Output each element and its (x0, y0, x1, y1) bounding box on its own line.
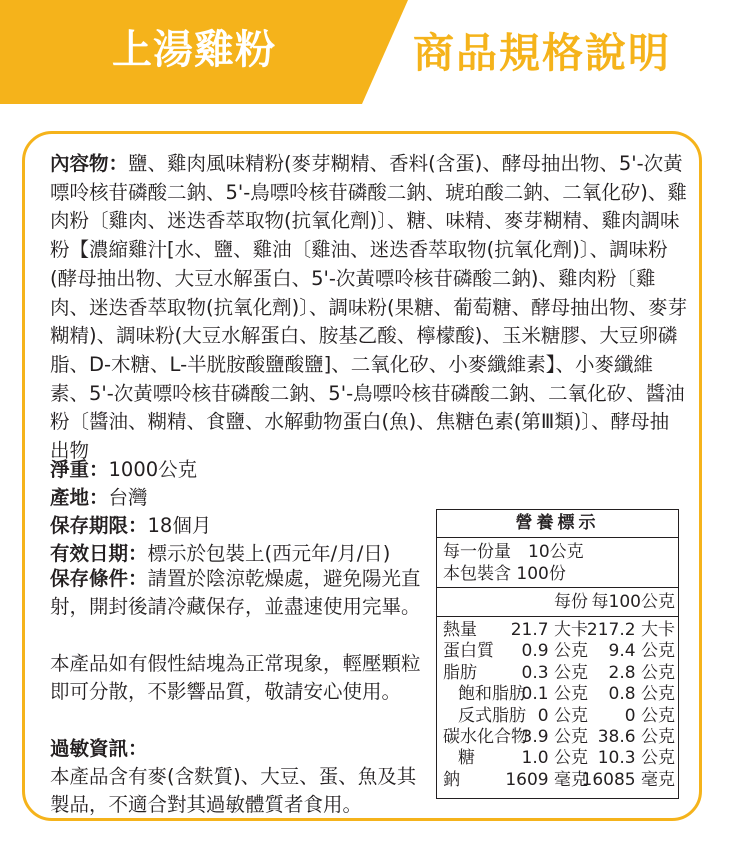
nutrition-row (437, 706, 678, 727)
nutrition-title: 營養標示 (437, 510, 678, 538)
nutrient-name: 熱量 (443, 620, 477, 640)
spec-heading: 商品規格說明 (413, 29, 671, 77)
net-weight-row (50, 456, 197, 484)
nutrient-per-serving: 0 公克 (537, 705, 588, 726)
nutrient-per-100g: 10.3 公克 (597, 748, 675, 769)
ingredients-label: 內容物： (50, 152, 129, 175)
origin-row (50, 484, 148, 512)
nutrition-row (437, 748, 678, 769)
nutrient-per-serving: 0.3 公克 (521, 662, 588, 683)
net-weight-label: 淨重： (50, 458, 109, 481)
nutrient-per-serving: 0.9 公克 (521, 641, 588, 662)
allergen-label: 過敏資訊： (50, 737, 148, 760)
origin-label: 產地： (50, 486, 109, 509)
nutrient-name: 碳水化合物 (443, 727, 528, 747)
nutrition-row (437, 727, 678, 748)
nutrient-name: 飽和脂肪 (458, 684, 526, 705)
nutrient-per-serving: 0.1 公克 (521, 684, 588, 705)
nutrition-row (437, 620, 678, 641)
nutrient-name: 糖 (458, 748, 475, 769)
expiry-row (50, 540, 390, 568)
col-header-per-100g: 每100公克 (591, 592, 675, 612)
net-weight-value: 1000公克 (108, 458, 198, 481)
nutrient-name: 反式脂肪 (458, 705, 526, 726)
header-banner (0, 0, 730, 104)
ingredients-text: 鹽、雞肉風味精粉(麥芽糊精、香料(含蛋)、酵母抽出物、5'-次黃嘌呤核苷磷酸二鈉、5'-鳥嘌呤核苷磷酸二鈉、琥珀酸二鈉、二氧化矽)、雞肉粉〔雞肉、迷迭香萃取物(抗氧化劑)〕、糖、味精、麥芽糊精、雞肉調味粉【濃縮雞汁[水、鹽、雞油〔雞油、迷迭香萃取物(抗氧化劑)〕、調味粉(酵母抽出物、大豆水解蛋白、5'-次黃嘌呤核苷磷酸二鈉)、雞肉粉〔雞肉、迷迭香萃取物(抗氧化劑)〕、調味粉(果糖、葡萄糖、酵母抽出物、麥芽糊精)、調味粉(大豆水解蛋白、胺基乙酸、檸檬酸)、玉米糖膠、大豆卵磷脂、D-木糖、L-半胱胺酸鹽酸鹽]、二氧化矽、小麥纖維素】、小麥纖維素、5'-次黃嘌呤核苷磷酸二鈉、5'-鳥嘌呤核苷磷酸二鈉、二氧化矽、醬油粉〔醬油、糊精、食鹽、水解動物蛋白(魚)、焦糖色素(第Ⅲ類)〕、酵母抽出物 (50, 152, 688, 463)
nutrient-name: 鈉 (443, 769, 460, 790)
shelf-life-row (50, 512, 211, 540)
nutrient-per-serving: 3.9 公克 (521, 727, 588, 747)
col-header-per-serving: 每份 (554, 592, 588, 612)
nutrient-name: 脂肪 (443, 662, 477, 683)
nutrient-per-100g: 38.6 公克 (597, 727, 675, 747)
storage-value: 請置於陰涼乾燥處，避免陽光直射，開封後請冷藏保存，並盡速使用完畢。 (50, 567, 421, 619)
shelf-life-value: 18個月 (147, 514, 212, 537)
nutrition-row (437, 641, 678, 662)
servings-per-pack: 本包裝含 100份 (443, 564, 566, 584)
expiry-label: 有效日期： (50, 542, 148, 565)
serving-size: 每一份量 10公克 (443, 542, 584, 562)
nutrition-row (437, 770, 678, 791)
nutrition-row (437, 684, 678, 705)
nutrition-divider (437, 587, 678, 588)
clumping-note: 本產品如有假性結塊為正常現象，輕壓顆粒即可分散，不影響品質，敬請安心使用。 (50, 652, 421, 704)
product-name: 上湯雞粉 (112, 27, 276, 73)
shelf-life-label: 保存期限： (50, 514, 148, 537)
nutrient-per-100g: 217.2 大卡 (586, 620, 675, 640)
nutrient-per-100g: 2.8 公克 (608, 662, 675, 683)
nutrient-per-100g: 9.4 公克 (608, 641, 675, 662)
nutrient-per-serving: 1.0 公克 (521, 748, 588, 769)
ingredients-block (50, 150, 688, 466)
nutrition-table (436, 509, 679, 799)
nutrient-name: 蛋白質 (443, 641, 494, 662)
nutrient-per-serving: 21.7 大卡 (510, 620, 588, 640)
expiry-value: 標示於包裝上(西元年/月/日) (147, 542, 391, 565)
allergen-text: 本產品含有麥(含麩質)、大豆、蛋、魚及其製品，不適合對其過敏體質者食用。 (50, 765, 417, 817)
storage-paragraph (50, 565, 424, 622)
nutrient-per-100g: 0.8 公克 (608, 684, 675, 705)
origin-value: 台灣 (108, 486, 148, 509)
nutrient-per-100g: 16085 毫克 (581, 769, 675, 790)
nutrient-per-100g: 0 公克 (624, 705, 675, 726)
nutrient-per-serving: 1609 毫克 (505, 769, 588, 790)
nutrition-divider (437, 616, 678, 617)
nutrition-row (437, 663, 678, 684)
storage-label: 保存條件： (50, 567, 148, 590)
allergen-label-row (50, 735, 148, 763)
